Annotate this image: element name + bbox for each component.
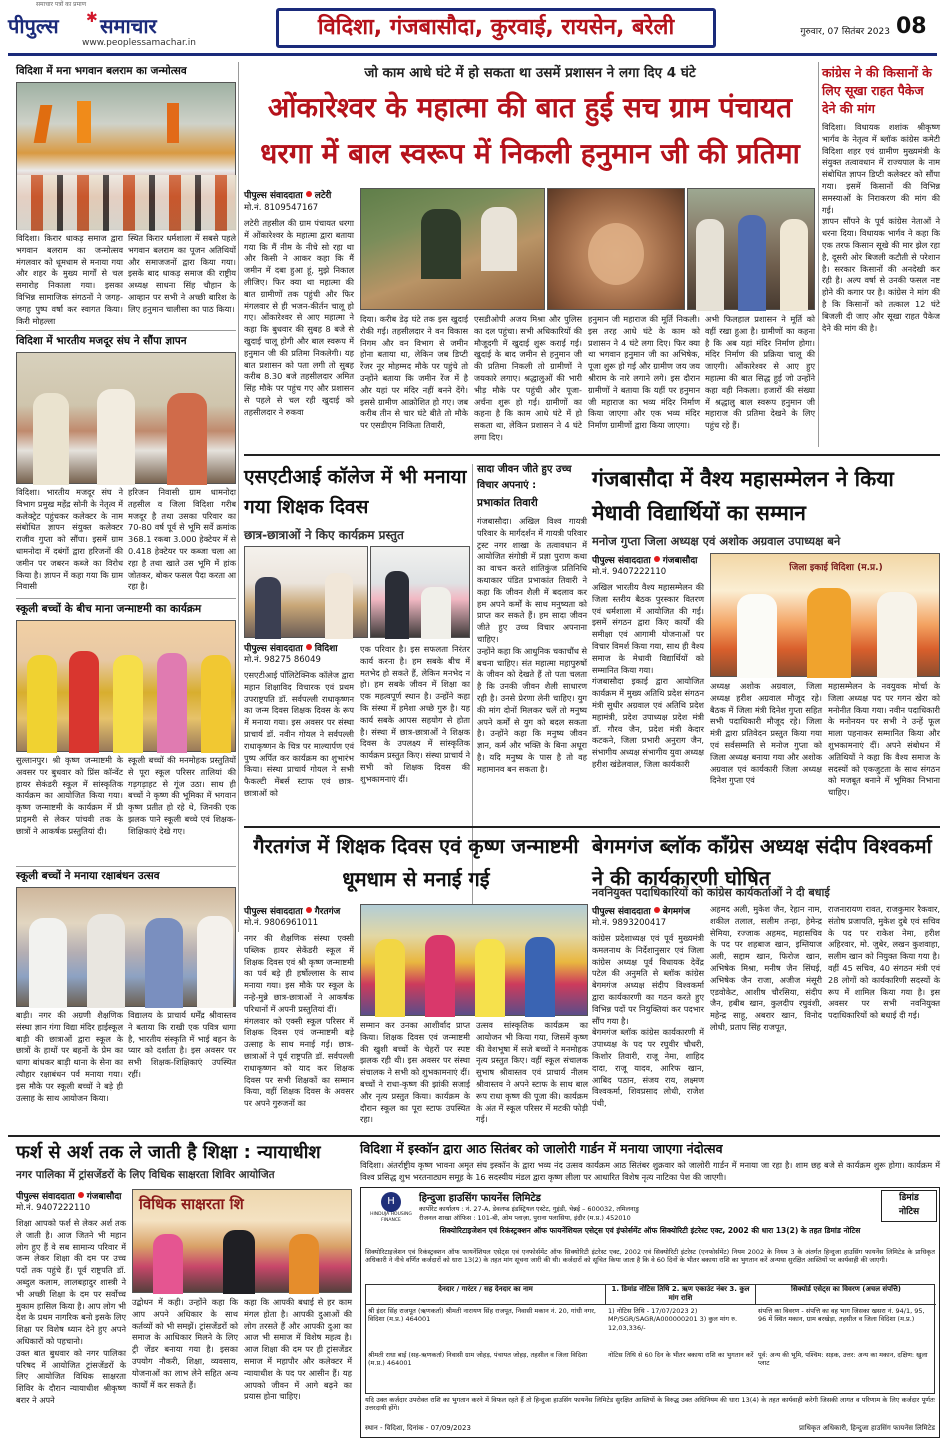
notice-label [881,1190,937,1222]
section-rule [244,454,940,456]
notice-row-1-a: श्री इंदर सिंह राजपूत (ऋणकर्ता) श्रीमती नारायण सिंह राजपूत, निवासी मकान नं. 20, गांधी नगर, विदिशा (म.प्र.) 464001 [368,1307,596,1324]
section-rule [16,866,236,867]
byline-gairatganj [244,904,364,917]
notice-company: हिन्दुजा हाउसिंग फायनेंस लिमिटेड [419,1193,541,1204]
story-body-gairatganj-3: उत्सव सांस्कृतिक कार्यक्रम का आयोजन भी किया गया, जिसमें कृष्ण की वेशभूषा में सजे बच्चों ने मनमोहक नृत्य प्रस्तुत किए। वहीं स्कूल संचालक सुभाष श्रीवास्तव एवं प्राचार्य नीलम श्रीवास्तव ने अपने स्टाफ के साथ बाल रूप राधा कृष्ण की पूजा की। कार्यक्रम के अंत में स्कूल परिसर में मटकी फोड़ी गई। [476,1020,588,1125]
photo-teachers-day-on-stage [244,546,368,638]
photo-delegation-handing-memorandum [16,352,236,484]
story-body-balram-1: विदिशा। किरार धाकड़ समाज द्वारा भगवान बलराम का जन्मोत्सव मंगलवार को धूमधाम से मनाया गया और शहर के मुख्य मार्गों से चल समारोह निकाला गया। इसका विभिन्न सामाजिक संगठनों ने जगह-जगह पुष्प वर्षा कर स्वागत किया। किरी मोहल्ला [16,233,123,326]
story-body-iskcon: विदिशा। अंतर्राष्ट्रीय कृष्ण भावना अमृत संघ इस्कॉन के द्वारा भव्य नंद उत्सव कार्यक्रम आठ सितंबर शुक्रवार को जालोरी गार्डन में मनाया जा रहा है। शाम छह बजे से कार्यक्रम शुरू होगा। कार्यक्रम में विश्व प्रसिद्ध शुभ भरतनाट्यम समूह के 16 सदस्यीय मंडल द्वारा कृष्ण लीला पर आधारित विशेष नृत्य नाटिका पेश की जाएगी। [360,1160,940,1182]
kicker2-simple-life: प्रभाकांत तिवारी [477,497,538,509]
subhead-sati: छात्र-छात्राओं ने किए कार्यक्रम प्रस्तुत [244,528,404,542]
section-rule [244,826,940,828]
subhead-vaishya: मनोज गुप्ता जिला अध्यक्ष एवं अशोक अग्रवाल उपाध्यक्ष बने [592,534,841,548]
byline-dot-icon [306,644,312,650]
headline-vaishya: गंजबासौदा में वैश्य महासम्मेलन ने किया मेधावी विद्यार्थियों का सम्मान [592,467,894,525]
byline-name: पीपुल्स संवाददाता [244,907,303,917]
logo-left: पीपुल्स [8,14,59,38]
notice-row-2-b: नोटिस तिथि से 60 दिन के भीतर बकाया राशि का भुगतान करें [608,1351,754,1359]
photo-crowd-watching-idol [687,188,815,310]
notice-place: स्थान - विदिशा, दिनांक - 07/09/2023 [365,1424,471,1432]
notice-address1: कार्पोरेट कार्यालय : नं. 27-A, डेवलप्ड इंडस्ट्रियल एस्टेट, गुइंडी, चेन्नई – 600032, तमिलनाडु [419,1205,639,1213]
section-rule [16,330,236,331]
headline-begumganj: बेगमगंज ब्लॉक कॉंग्रेस अध्यक्ष संदीप विश्वकर्मा ने की कार्यकारणी घोषित [592,834,932,890]
logo-right: समाचार [100,14,157,38]
byline-name: पीपुल्स संवाददाता [592,907,651,917]
byline-name: पीपुल्स संवाददाता [16,1192,75,1202]
page-number: 08 [896,14,927,39]
story-body-sati-2: एक परिवार है। इस सफलता निरंतर कार्य करना है। हम सबके बीच में मतभेद हो सकते हैं, लेकिन मनभेद न हो। हम सबके जीवन में शिक्षा का एक महत्वपूर्ण स्थान है। उन्होंने कहा कि संस्था में हमेशा अच्छे गुरु है। यह कार्य सबके आपस सहयोग से होता है। संस्था में छात्र-छात्राओं ने शिक्षक दिवस के उपलक्ष्य में सांस्कृतिक कार्यक्रम प्रस्तुत किए। संस्था प्राचार्य ने सभी को शिक्षक दिवस की शुभकामनाएं दीं। [360,644,470,784]
story-body-onkareshwar-1: लटेरी तहसील की ग्राम पंचायत धरगा में ओंकारेश्वर के महात्मा द्वारा बताया गया कि मैं नीम के नीचे सो रहा था और किसी ने आकर कहा कि मैं जमीन में दबा हुआ हूं, मुझे निकाल लीजिए। फिर क्या था महात्मा की बात ग्रामीणों तक पहुंची और फिर मंगलवार से ही भजन-कीर्तन चालू हो गए। ओंकारेश्वर से आए महात्मा ने कहा कि बुधवार की सुबह 8 बजे से खुदाई चालू होगी और बाल स्वरूप में हनुमान जी की प्रतिमा निकलेगी। यह बात प्रशासन को पता लगी तो सुबह करीब 8.30 बजे तहसीलदार अमित सिंह मौके पर पहुंच गए और प्रशासन से पहले से चल रही खुदाई को तहसीलदार ने रुकवा [244,218,354,417]
photo-children-in-krishna-costumes [360,904,588,1016]
byline-place: बेगमगंज [662,907,691,917]
byline-sati [244,641,368,654]
headline-nyayadhish: फर्श से अर्श तक ले जाती है शिक्षा : न्यायाधीश [16,1142,321,1163]
demand-notice [360,1187,940,1438]
byline-name: पीपुल्स संवाददाता [244,644,303,654]
notice-footer: यदि उक्त कर्जदार उपरोक्त राशि का भुगतान करने में विफल रहते हैं तो हिन्दुजा हाउसिंग फायनेंस लिमिटेड सुरक्षित आस्तियों के विरुद्ध उक्त अधिनियम की धारा 13(4) के तहत कार्यवाही करेगी जिसकी लागत व परिणाम के लिए कर्जदार पूर्णतः उत्तरदायी होंगे। [365,1396,935,1413]
byline-dot-icon [306,907,312,913]
story-body-nyayadhish-1: शिक्षा आपको फर्श से लेकर अर्श तक ले जाती है। आज जितने भी महान लोग हुए हैं वे सब सामान्य परिवार में जन्म लेकर शिक्षा की दम पर उच्च पदों तक पहुंचे हैं। पूर्व राष्ट्रपति डॉ. अब्दुल कलाम, लालबहादुर शास्त्री ने भी अच्छी शिक्षा के दम पर सर्वोच्च मुकाम हासिल किया है। आप लोग भी देश के प्रथम नागरिक बनो इसके लिए शिक्षा पर विशेष ध्यान देने हुए अपने अधिकारों को पहचानो। उक्त बात बुधवार को नगर पालिका परिषद में आयोजित ट्रांसजेंडरों के लिए आयोजित विधिक साक्षरता शिविर के दौरान न्यायाधीश श्रीकृष्ण बरार ने अपने [16,1218,126,1405]
story-title-school-janmashtami: स्कूली बच्चों के बीच माना जन्माष्टमी का कार्यक्रम [16,603,202,615]
byline-onkareshwar [244,188,354,202]
byline-vaishya [592,553,712,566]
story-title-congress-farmers: कांग्रेस ने की किसानों के लिए सूखा राहत पैकेज देने की मांग [822,65,932,116]
story-body-gairatganj-2: सम्मान कर उनका आशीर्वाद प्राप्त किया। शिक्षक दिवस एवं जन्माष्टमी की खुशी बच्चों के चेहरों पर स्पष्ट झलक रही थी। इस अवसर पर संस्था संचालक ने सभी को शुभकामनाएं दीं। बच्चों ने राधा-कृष्ण की झांकी सजाई और नृत्य प्रस्तुत किया। कार्यक्रम के दौरान स्कूल का पूरा स्टाफ उपस्थित रहा। [360,1020,470,1125]
notice-address2: रीजनल शाखा ऑफिस : 101-बी, ओम प्लाज़ा, पुराना पलासिया, इंदौर (म.प्र.) 452010 [419,1214,631,1222]
mobile-vaishya: मो.नं. 9407222110 [592,567,667,577]
nyayadhish-banner-text: विधिक साक्षरता शि [139,1195,244,1213]
story-body-school-janmashtami-1: सुल्तानपुर। श्री कृष्ण जन्माष्टमी के अवसर पर बुधवार को प्रिंस कॉन्वेंट हायर सेकंडरी स्कूल में सांस्कृतिक कार्यक्रम का आयोजित किया गया। कृष्ण जन्माष्टमी के कार्यक्रम में प्री प्राइमरी से लेकर पांचवी तक के छात्रों ने आकर्षक प्रस्तुतियां दी। [16,755,123,836]
byline-dot-icon [654,556,660,562]
headline-sati: एसएटीआई कॉलेज में भी मनाया गया शिक्षक दिवस [244,466,467,518]
story-body-school-janmashtami-2: स्कूली बच्चों की मनमोहक प्रस्तुतियों से पूरा स्कूल परिसर तालियां की गड़गड़ाहट से गूंज उठा। साथ ही बच्चों ने कृष्ण की भूमिका में भगवान कृष्ण प्रतीत हो रहे थे, जिनकी एक झलक पाने स्कूली बच्चे एवं शिक्षक-शिक्षिकाएं देखे गए। [128,755,236,836]
story-title-mazdoor: विदिशा में भारतीय मजदूर संघ ने सौंपा ज्ञापन [16,335,187,347]
photo-schoolgirls-tying-rakhi [16,887,236,1007]
story-body-onkareshwar-3: एसडीओपी अजय मिश्रा और पुलिस का दल पहुंचा। सभी अधिकारियों की मौजूदगी में खुदाई शुरू कराई गई। खुदाई के बाद जमीन से हनुमान जी की प्रतिमा निकली तो ग्रामीणों ने जयकारे लगाए। श्रद्धालुओं की भारी भीड़ मौके पर पहुंची और पूजा-अर्चना शुरू हो गई। ग्रामीणों का कहना है कि काम आधे घंटे में हो सकता था, लेकिन प्रशासन ने 4 घंटे लगा दिए। [474,314,582,442]
notice-row-1-c: संपत्ति का विवरण - संपत्ति का वह भाग जिसका खसरा नं. 94/1, 95, 96 में स्थित मकान, ग्राम बरखेड़ा, तहसील व जिला विदिशा (म.प्र.) [758,1307,925,1324]
notice-row-2-c: पूर्व: अन्य की भूमि, पश्चिम: सड़क, उत्तर: अन्य का मकान, दक्षिण: खुला प्लाट [758,1351,928,1368]
column-divider [238,62,239,932]
story-body-mazdoor-1: विदिशा। भारतीय मजदूर संघ ने विभाग प्रमुख महेंद्र सोनी के नेतृत्व में कलेक्ट्रेट पहुंचकर कलेक्टर के नाम संबोधित ज्ञापन संयुक्त कलेक्टर राजीव गुप्ता को सौंपा। इसमें ग्राम धामनोदा में दबंगों द्वारा हरिजनों की जमीन पर जबरन कब्जे का विरोध किया है। ज्ञापन में कहा गया कि ग्राम निवासी [16,487,123,592]
story-body-onkareshwar-5: अभी फिलहाल प्रशासन ने मूर्ति को वहीं रखा हुआ है। ग्रामीणों का कहना है कि अब यहां मंदिर निर्माण होगा। मंदिर निर्माण की प्रक्रिया चालू की जाएगी। ओंकारेश्वर से आए हुए महात्मा की बात सिद्ध हुई जो उन्होंने कहा वही निकला। हजारों की संख्या में श्रद्धालु बाल स्वरूप हनुमान जी महाराज की प्रतिमा देखने के लिए पहुंच रहे हैं। [705,314,815,431]
story-body-begumganj-2: अहमद अली, मुकेश जैन, रेहान नाम, शकील तलाल, सलीम तन्हा, हेमेन्द्र सेमिया, रज्जाक अहमद, महासचिव के पद पर शहबाज खान, इम्तियाज अली, सद्दाम खान, फिरोज खान, अभिषेक मिश्रा, मनीष जैन सिंघई, अभिषेक जैन राजा, अजीज मंसूरी एडवोकेट, आशीष चौरसिया, संदीप जैन, हबीब खान, कुलदीप रघुवंशी, महेन्द्र साहू, अबरार खान, विनोद लोधी, प्रताप सिंह राजपूत, [710,904,822,1032]
notice-label-top: डिमांड [899,1193,919,1203]
story-title-rakhi: स्कूली बच्चों ने मनाया रक्षाबंधन उत्सव [16,870,160,882]
story-body-vaishya-2: अध्यक्ष अशोक अग्रवाल, जिला अध्यक्ष हरीश अग्रवाल मौजूद रहे। बैठक में जिला मंत्री दिनेश गुप्ता सहित सभी पदाधिकारी मौजूद रहे। जिला मंत्री द्वारा प्रतिवेदन प्रस्तुत किया गया एवं सर्वसम्मति से मनोज गुप्ता को जिला अध्यक्ष बनाया गया और अशोक अग्रवाल एवं कार्यकारी जिला अध्यक्ष दिनेश गुप्ता एवं [710,681,822,786]
story-body-rakhi-2: विद्यालय के प्राचार्य धर्मेंद्र श्रीवास्तव ने बताया कि राखी एक पवित्र धागा है, भारतीय संस्कृति में भाई बहन के प्यार को दर्शाता है। इस अवसर पर सभी शिक्षक-शिक्षिकाएं उपस्थित रहीं। [128,1010,236,1079]
notice-col-header-3: सिक्योर्ड एसेट्स का विवरण (अचल संपत्ति) [756,1285,936,1305]
column-divider [818,62,819,447]
website-url: www.peoplessamachar.in [82,38,196,48]
byline-name: पीपुल्स संवाददाता [244,191,303,201]
notice-table [365,1284,935,1394]
story-body-onkareshwar-2: दिया। करीब डेढ़ घंटे तक इस खुदाई रोकी गई। तहसीलदार ने वन विकास निगम और वन विभाग से जमीन होना बताया था, लेकिन जब डिप्टी रेंजर नूर मोहम्मद मौके पर पहुंचे तो उन्होंने बताया कि जमीन रेंज में है और यहां पर मंदिर नहीं बनने देंगे। इससे ग्रामीण आक्रोशित हो गए। जब करीब तीन से चार घंटे बीते तो मौके पर एसडीएम निकिता तिवारी, [360,314,468,431]
byline-place: गैरतगंज [314,907,341,917]
byline-place: गंजबासौदा [86,1192,122,1202]
story-body-simple-life: गंजबासौदा। अखिल विश्व गायत्री परिवार के मार्गदर्शन में गायत्री परिवार ट्रस्ट नगर शाखा के तत्वावधान में आयोजित संगोष्ठी में प्रज्ञा पुराण कथा का वाचन करते शांतिकुंज प्रतिनिधि कथाकार पंडित प्रभाकांत तिवारी ने कहा कि जीवन शैली में बदलाव कर हम अपने कर्मों के साथ मनुष्यता को प्राप्त कर सकते हैं। हम सादा जीवन जीते हुए उच्च विचार अपनाना चाहिए। उन्होंने कहा कि आधुनिक चकाचौंध से बचना चाहिए। संत महात्मा महापुरुषों के जीवन को देखते हैं तो पता चलता है कि उनकी जीवन शैली साधारण रही है। उनसे प्रेरणा लेनी चाहिए। युग की मांग दोनों मिलकर चलें तो मनुष्य अपने कर्मों से युग को बदल सकता है। उन्होंने कहा कि मनुष्य जीवन ज्ञान, कर्म और भक्ति के बिना अधूरा है। यदि मनुष्य के पास है तो वह महामानव बन सकता है। [477,516,587,774]
subhead-nyayadhish: नगर पालिका में ट्रांसजेंडरों के लिए विधिक साक्षरता शिविर आयोजित [16,1169,275,1181]
story-body-vaishya-1: अखिल भारतीय वैश्य महासम्मेलन की जिला स्तरीय बैठक पुरस्कार वितरण एवं धर्मशाला में आयोजित की गई। इसमें संगठन द्वारा किए कार्यों की समीक्षा एवं आगामी योजनाओं पर विचार विमर्श किया गया, साथ ही वैश्य समाज के मेधावी विद्यार्थियों को सम्मानित किया गया। गंजबासौदा इकाई द्वारा आयोजित कार्यक्रम में मुख्य अतिथि प्रदेश संगठन मंत्री सुधीर अग्रवाल एवं अतिथि प्रदेश महामंत्री, प्रदेश उपाध्यक्ष प्रदेश मंत्री डॉ. गौरव जैन, प्रदेश मंत्री केदार कटकने, जिला प्रभारी अनुराग जैन, संभागीय अध्यक्ष संभागीय युवा अध्यक्ष हरीश खंडेलवाल, जिला कार्यकारी [592,582,704,769]
notice-label-bottom: नोटिस [898,1207,920,1217]
notice-col-header-2: 1. डिमांड नोटिस तिथि 2. ऋण एकाउंट नंबर 3. कुल मांग राशि [606,1285,756,1305]
photo-excavation-at-temple-site [360,188,545,310]
byline-place: गंजबासौदा [662,556,698,566]
mobile-gairatganj: मो.नं. 9806961011 [244,918,319,928]
byline-place: विदिशा [314,644,338,654]
notice-law-title: सिक्योरिटाइजेशन एवं रिकंस्ट्रक्शन ऑफ फायनेंशियल एसेट्स एवं इंफोर्समेंट ऑफ सिक्योरिटी इंटरेस्ट एक्ट, 2002 की धारा 13(2) के तहत डिमांड नोटिस [439,1226,861,1235]
masthead-logo [8,8,258,42]
section-rule [16,598,236,599]
byline-begumganj [592,904,712,917]
section-title-box [276,8,716,48]
byline-place: लटेरी [314,191,332,201]
story-body-congress-farmers-1: विदिशा। विधायक शशांक श्रीकृष्ण भार्गव के नेतृत्व में ब्लॉक कांग्रेस कमेटी विदिशा शहर एवं ग्रामीण मुख्यमंत्री के संयुक्त तत्वावधान में राज्यपाल के नाम संबोधित ज्ञापन डिप्टी कलेक्टर को सौंपा गया। इसमें किसानों की विभिन्न समस्याओं के निराकरण की मांग की गई। ज्ञापन सौंपने के पूर्व कांग्रेस नेताओं ने धरना दिया। विधायक भार्गव ने कहा कि एक तरफ किसान सूखे की मार झेल रहा है, दूसरी ओर बिजली कटौती से परेशान है। सरकार किसानों की अनदेखी कर रही है। अल्प वर्षा से उनकी फसल नष्ट होने की कगार पर है। कांग्रेस ने मांग की है कि किसानों को तत्काल 12 घंटे बिजली दी जाए और सूखा राहत पैकेज देने की मांग की है। [822,122,940,333]
notice-signatory: प्राधिकृत अधिकारी, हिन्दुजा हाउसिंग फायनेंस लिमिटेड [799,1424,935,1432]
mobile-begumganj: मो.नं. 9893200417 [592,918,667,928]
mobile-onkareshwar: मो.नं. 8109547167 [244,203,319,213]
notice-row-1-b: 1) नोटिस तिथि - 17/07/2023 2) MP/SGR/SAGR/A000000201 3) कुल मांग रु. 12,03,336/- [608,1307,738,1332]
byline-dot-icon [306,191,312,197]
logo-star-icon: ✱ [86,10,98,26]
story-body-sati-1: एसएटीआई पॉलिटेक्निक कॉलेज द्वारा महान शिक्षाविद विचारक एवं प्रथम उपराष्ट्रपति डॉ. सर्वपल्ली राधाकृष्णन का जन्म दिवस शिक्षक दिवस के रूप में मनाया गया। इस अवसर पर संस्था प्राचार्य डॉ. नवीन गोयल ने सर्वपल्ली राधाकृष्णन के चित्र पर माल्यार्पण एवं पुष्प अर्पित कर कार्यक्रम का शुभारंभ किया। संस्था प्राचार्य गोयल ने सभी फैकल्टी मेंबर्स स्टाफ एवं छात्र-छात्राओं को [244,670,354,798]
notice-logo [365,1192,417,1228]
story-body-gairatganj-1: नगर की शैक्षणिक संस्था एक्सी पब्लिक हायर सेकेंडरी स्कूल में शिक्षक दिवस एवं श्री कृष्ण जन्माष्टमी का पर्व बड़े ही हर्षोल्लास के साथ मनाया गया। इस मौके पर स्कूल के नन्हे-मुन्ने छात्र-छात्राओं ने आकर्षक परिधानों में अपनी प्रस्तुतियां दीं। मंगलवार को एक्सी स्कूल परिसर में शिक्षक दिवस एवं जन्माष्टमी बड़े उत्साह के साथ मनाई गई। छात्र-छात्राओं ने पूर्व राष्ट्रपति डॉ. सर्वपल्ली राधाकृष्णन को याद कर शिक्षक दिवस पर सभी शिक्षकों का सम्मान किया, वहीं शिक्षक दिवस के अवसर पर अपने गुरुजनों का [244,933,354,1109]
story-body-mazdoor-2: हरिजन निवासी ग्राम धामनोदा तहसील व जिला विदिशा गरीब मजदूर है तथा उसका परिवार का 70-80 वर्ष पूर्व से भूमि सर्वे क्रमांक 368.1 रकबा 3.000 हेक्टेयर में से 0.418 हेक्टेयर पर कब्जा चला आ रहा है तथा खाते उस भूमि में हांक जोतकर, बोकर फसल पैदा करता आ रहा है। [128,487,236,592]
byline-name: पीपुल्स संवाददाता [592,556,651,566]
mobile-nyayadhish: मो.नं. 9407222110 [16,1203,91,1213]
photo-vaishya-felicitation-stage [710,553,940,677]
masthead [0,0,945,58]
story-title-balram: विदिशा में मना भगवान बलराम का जन्मोत्सव [16,65,187,77]
masthead-rule [8,53,937,56]
kicker-onkareshwar: जो काम आधे घंटे में हो सकता था उसमें प्रशासन ने लगा दिए 4 घंटे [364,65,696,81]
notice-row-2-a: श्रीमती राधा बाई (सह-ऋणकर्ता) निवासी ग्राम जोहड़, पंचायत जोहड़, तहसील व जिला विदिशा (म.प्र.) 464001 [368,1351,588,1368]
headline-iskcon: विदिशा में इस्कॉन द्वारा आठ सितंबर को जालोरी गार्डन में मनाया जाएगा नंदोत्सव [360,1141,723,1156]
photo-student-touching-teacher-feet [370,546,470,638]
byline-dot-icon [654,907,660,913]
notice-col-header-1: देनदार / गारंटर / सह देनदार का नाम [366,1285,606,1305]
headline-gairatganj: गैरतगंज में शिक्षक दिवस एवं कृष्ण जन्माष्टमी धूमधाम से मनाई गई [253,834,579,891]
subhead-begumganj: नवनियुक्त पदाधिकारियों को कांग्रेस कार्यकर्ताओं ने दी बधाई [592,886,830,899]
issue-date: गुरुवार, 07 सितंबर 2023 [800,27,890,37]
story-body-nyayadhish-3: कहा कि आपकी बधाई से हर काम मंगल होता है। आपकी दुआओं की लोग तरसते हैं और आपकी दुआ का आज भी समाज में विशेष महत्व है। आज शिक्षा की दम पर ही ट्रांसजेंडर समाज में महापौर और कलेक्टर में न्यायाधीश के पद पर आसीन हैं। यह आपको जीवन में आगे बढ़ने का प्रयास होना चाहिए। [244,1297,352,1402]
story-body-begumganj-3: राजनारायण रावत, राजकुमार रैकवार, संतोष प्रजापति, मुकेश दुबे एवं सचिव के पद पर राकेश नेमा, हरीश अहिरवार, मो. जुबेर, लखन कुशवाहा, सलीम खान को नियुक्त किया गया है। वहीं 45 सचिव, 40 संगठन मंत्री एवं 28 लोगों को कार्यकारिणी सदस्यों के रूप में शामिल किया गया है। इस अवसर पर सभी नवनियुक्त पदाधिकारियों को बधाई दी गई। [828,904,940,1021]
vaishya-banner-text: जिला इकाई विदिशा (म.प्र.) [789,563,883,573]
story-body-begumganj-1: कांग्रेस प्रदेशाध्यक्ष एवं पूर्व मुख्यमंत्री कमलनाथ के निर्देशानुसार एवं जिला कांग्रेस अध्यक्ष पूर्व विधायक देवेंद्र पटेल की अनुमति से ब्लॉक कांग्रेस बेगमगंज अध्यक्ष संदीप विश्वकर्मा द्वारा कार्यकारणी का गठन करते हुए विभिन्न पदों पर नियुक्तियां कर पदभार सौंप गया है। बेगमगंज ब्लॉक कांग्रेस कार्यकारणी में उपाध्यक्ष के पद पर रघुवीर चौधरी, किशोर तिवारी, राजू नेमा, शाहिद दादा, राजू यादव, आरिफ खान, आबिद पठान, संजय राय, लक्ष्मण विश्वकर्मा, शिवप्रसाद लोधी, राजेश पंथी, [592,933,704,1109]
byline-nyayadhish [16,1189,136,1202]
photo-legal-literacy-camp [132,1189,352,1293]
story-body-congress-farmers-2 [822,196,940,446]
story-body-balram-2: स्थित किरार धर्मशाला में सबसे पहले भगवान बलराम का पूजन अतिथियों और समाजजनों द्वारा किया गया। इसके बाद धाकड़ समाज की राष्ट्रीय अध्यक्ष साधना सिंह चौहान के आव्हान पर सभी ने अच्छी बारिश के लिए हनुमान चालीसा का पाठ किया। [128,233,236,314]
tagline: समाचार पत्रों का प्रमाण [36,1,87,8]
mobile-sati: मो.नं. 98275 86049 [244,655,321,665]
photo-idol-emerging-from-soil [547,188,685,310]
story-body-rakhi-1: बाड़ी। नगर की अग्रणी शैक्षणिक संस्था ज्ञान गंगा विद्या मंदिर हाईस्कूल बाड़ी की छात्राओं द्वारा स्कूल के छात्रों के हाथों पर बहनों के प्रेम का धागा बांधकर बाड़ी थाना के सेना का त्यौहार रक्षाबंधन पर्व मनाया गया। इस मौके पर स्कूली बच्चों ने बड़े ही उत्साह के साथ आयोजन किया। [16,1010,123,1103]
story-body-vaishya-3: महासम्मेलन के नवयुवक मोर्चा के जिला अध्यक्ष पद पर गगन खेरा को मनोनीत किया गया। नवीन पदाधिकारी के मनोनयन पर सभी ने उन्हें फूल माला पहनाकर सम्मानित किया और शुभकामनाएं दीं। अपने संबोधन में अतिथियों ने कहा कि वैश्य समाज के सदस्यों को एकजुटता के साथ संगठन को मजबूत बनाने में भूमिका निभाना चाहिए। [828,681,940,798]
section-title: विदिशा, गंजबासौदा, कुरवाई, रायसेन, बरेली [317,15,675,40]
hinduja-housing-logo-icon: H [381,1192,401,1212]
kicker-simple-life: सादा जीवन जीते हुए उच्च विचार अपनाएं : [477,464,572,491]
notice-intro: सिक्योरिटाइजेशन एवं रिकंस्ट्रक्शन ऑफ फायनेंशियल एसेट्स एवं एनफोर्समेंट ऑफ सिक्योरिटी इंटरेस्ट एक्ट, 2002 एवं सिक्योरिटी इंटरेस्ट (एनफोर्समेंट) नियम 2002 के नियम 3 के अंतर्गत हिन्दुजा हाउसिंग फायनेंस लिमिटेड के प्राधिकृत अधिकारी ने नीचे वर्णित कर्जदारों को धारा 13(2) के तहत मांग सूचना जारी की थी। कर्जदारों को सूचित किया जाता है कि वे 60 दिनों के भीतर बकाया राशि का भुगतान करें अन्यथा सुरक्षित आस्तियों पर कार्यवाही की जाएगी। [365,1248,935,1265]
story-body-nyayadhish-2: उद्बोधन में कही। उन्होंने कहा कि आप अपने अधिकार के साथ कर्तव्यों को भी समझें। ट्रांसजेंडरों को समाज के आधिकार मिलने के लिए ट्री जेंडर बनाया गया है। इसका उपयोग नौकरी, शिक्षा, व्यवसाय, योजनाओं का लाभ लेने सहित अन्य कार्यों में कर सकते हैं। [132,1297,238,1390]
photo-children-dressed-as-krishna [16,620,236,752]
section-rule [8,1135,940,1137]
story-body-onkareshwar-4: हनुमान जी महाराज की मूर्ति निकली। इस तरह आधे घंटे के काम को प्रशासन ने 4 घंटे लगा दिए। फिर क्या था भगवान हनुमान जी का अभिषेक, पूजा शुरू हो गई और ग्रामीण जय जय श्रीराम के नारे लगाने लगे। इस दौरान ग्रामीणों ने बताया कि यहीं पर हनुमान जी महाराज का भव्य मंदिर निर्माण किया जाएगा और एक भव्य मंदिर निर्माण ग्रामीणों द्वारा किया जाएगा। [588,314,700,431]
photo-procession-with-saffron-flags [16,82,236,230]
headline-onkareshwar: ओंकारेश्वर के महात्मा की बात हुई सच ग्राम पंचायत धरगा में बाल स्वरूप में निकली हनुमान जी की प्रतिमा [260,91,800,170]
notice-logo-text: HINDUJA HOUSING FINANCE [370,1212,412,1223]
byline-dot-icon [78,1192,84,1198]
